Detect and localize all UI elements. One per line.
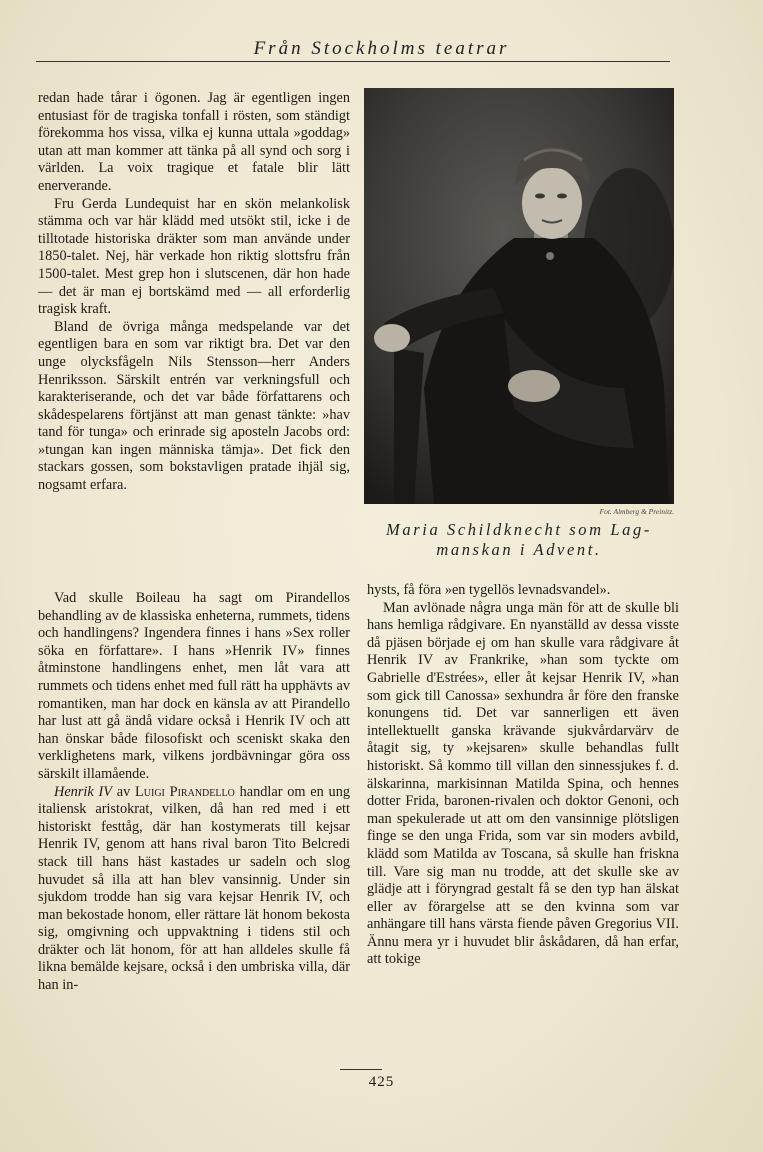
author-name: Luigi Pirandello [135, 783, 235, 800]
play-title: Henrik IV [54, 783, 112, 800]
left-column-top [38, 90, 350, 495]
caption-line: Maria Schildknecht som Lag- [386, 520, 652, 539]
caption-line: manskan i Advent. [436, 540, 602, 559]
paragraph: Bland de övriga många medspelande var det egentligen bara en som var riktigt bra. Det var den unge olycksfågeln Nils Stensson—herr Anders Henriksson. Särskilt entrén var verkningsfull och karakteriserande, och det var både författarens och skådespelarens förtjänst att man genast tänkte: »hav tand för tunga» och erinrade sig aposteln Jacobs ord: »tungan kan ingen människa tämja». Det fick den stackars gossen, som bokstavligen pratade ihjäl sig, nogsamt erfara. [38, 318, 350, 494]
photo-credit: Fot. Almberg & Preinitz. [599, 507, 674, 516]
header-rule [36, 61, 670, 62]
by-text: av [111, 783, 136, 800]
left-column-bottom [38, 590, 350, 995]
paragraph-rest: handlar om en ung italiensk aristokrat, vilken, då han red med i ett historiskt festtåg, där han kostymerats till kejsar Henrik IV, genom att hans rival baron Tito Belcredi stack till hans häst kastades ur sadeln och slog huvudet så illa att han blev vansinnig. Under sin sjukdom trodde han sig vara kejsar Henrik IV, och man bekostade honom, eller rättare lät honom bekosta sig, omgivning och uppvaktning i tidens stil och dräkter och lät honom, för att han alldeles skulle få likna bemälde kejsare, också i den umbriska villa, där han in- [38, 783, 350, 994]
running-header: Från Stockholms teatrar [253, 38, 510, 59]
right-column [367, 582, 679, 969]
footer-rule [340, 1069, 382, 1070]
paragraph: Vad skulle Boileau ha sagt om Pirandellos behandling av de klassiska enheterna, rummets, tidens och handlingens? Ingendera finnes i hans »Sex roller söka en författare». I hans »Henrik IV» finnes åtminstone handlingens enhet, men låt vara att rummets och tidens enhet med full rätt ha upphävts av romantiken, man har dock en känsla av att Pirandello har lust att gå ändå vidare också i Henrik IV och att han önskar både filosofiskt och sceniskt skaka den verklighetens mark, vilkens jordbävningar göra oss särskilt illamående. [38, 590, 350, 782]
photo-caption [364, 520, 674, 560]
paragraph [38, 784, 350, 995]
portrait-photo [364, 88, 674, 504]
paragraph: redan hade tårar i ögonen. Jag är egentligen ingen entusiast för de tragiska tonfall i rösten, som ständigt förekomma hos vissa, vilka ej kunna uttala »goddag» utan att man kommer att tänka på all synd och sorg i världen. La voix tragique et fatale blir lätt enerverande. [38, 90, 350, 194]
paragraph: Fru Gerda Lundequist har en skön melankolisk stämma och var här klädd med utsökt stil, icke i de tilltotade historiska dräkter som man använde under 1850-talet. Nej, här verkade hon riktig slottsfru från 1500-talet. Mest grep hon i slutscenen, där hon hade — det är man ej bortskämd med — all erforderlig tragisk kraft. [38, 195, 350, 318]
page-number: 425 [368, 1074, 395, 1090]
paragraph: Man avlönade några unga män för att de skulle bli hans hemliga rådgivare. En nyanställd av dessa visste då pjäsen började ej om han skulle vara rådgivare åt Henrik IV av Frankrike, »han som tyckte om Gabrielle d'Estrées», eller åt kejsar Henrik IV, »han som gick till Canossa» sexhundra år före den franske konungens tid. Det var sannerligen ett även intellektuellt ganska krävande sjukvårdarvärv de åtagit sig, ty »kejsaren» skulle behandlas fullt historiskt. Så kommo till villan den sinnessjukes f. d. älskarinna, markisinnan Matilda Spina, och hennes dotter Frida, baronen-rivalen och doktor Genoni, och man spekulerade ut att om den vansinnige plötsligen finge se den unga Frida, som var sin moders avbild, klädd som Matilda av Toscana, så skulle han friskna till. Vare sig man nu trodde, att det skulle ske av glädje att i föryngrad gestalt få se den typ han älskat eller av förargelse att se den kvinna som var anhängare till hans värsta fiende påven Gregorius VII. Ännu mera yr i huvudet blir åskådaren, då han erfar, att tokige [367, 599, 679, 968]
paragraph: hysts, få föra »en tygellös levnadsvandel». [367, 582, 611, 598]
